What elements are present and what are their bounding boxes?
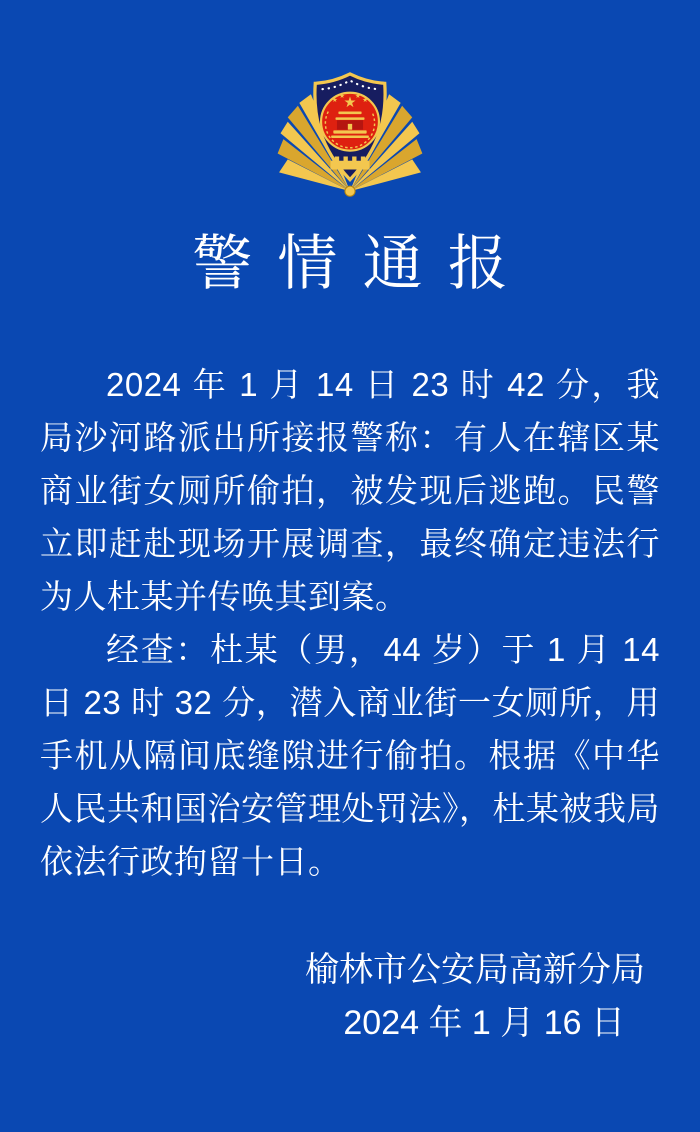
police-badge-icon — [262, 58, 438, 210]
svg-text:★: ★ — [331, 96, 338, 105]
notice-paragraph-2: 经查：杜某（男，44 岁）于 1 月 14 日 23 时 32 分，潜入商业街一女厕所，用手机从隔间底缝隙进行偷拍。根据《中华人民共和国治安管理处罚法》，杜某被我局依法行政拘留十日。 — [40, 631, 660, 880]
svg-text:★: ★ — [343, 95, 357, 112]
signature-agency: 榆林市公安局高新分局 — [305, 951, 645, 989]
svg-text:★: ★ — [362, 96, 369, 105]
svg-text:★: ★ — [339, 91, 345, 100]
signature-block — [0, 944, 700, 1050]
wreath-knot — [345, 186, 355, 196]
signature-date: 2024 年 1 月 16 日 — [343, 1004, 625, 1042]
notice-title: 警情通报 — [192, 230, 533, 297]
notice-body — [0, 358, 700, 888]
notice-paragraph-1: 2024 年 1 月 14 日 23 时 42 分，我局沙河路派出所接报警称：有人在辖区某商业街女厕所偷拍，被发现后逃跑。民警立即赶赴现场开展调查，最终确定违法行为人杜某并传唤其到案。 — [40, 366, 660, 615]
svg-text:★: ★ — [355, 91, 361, 100]
